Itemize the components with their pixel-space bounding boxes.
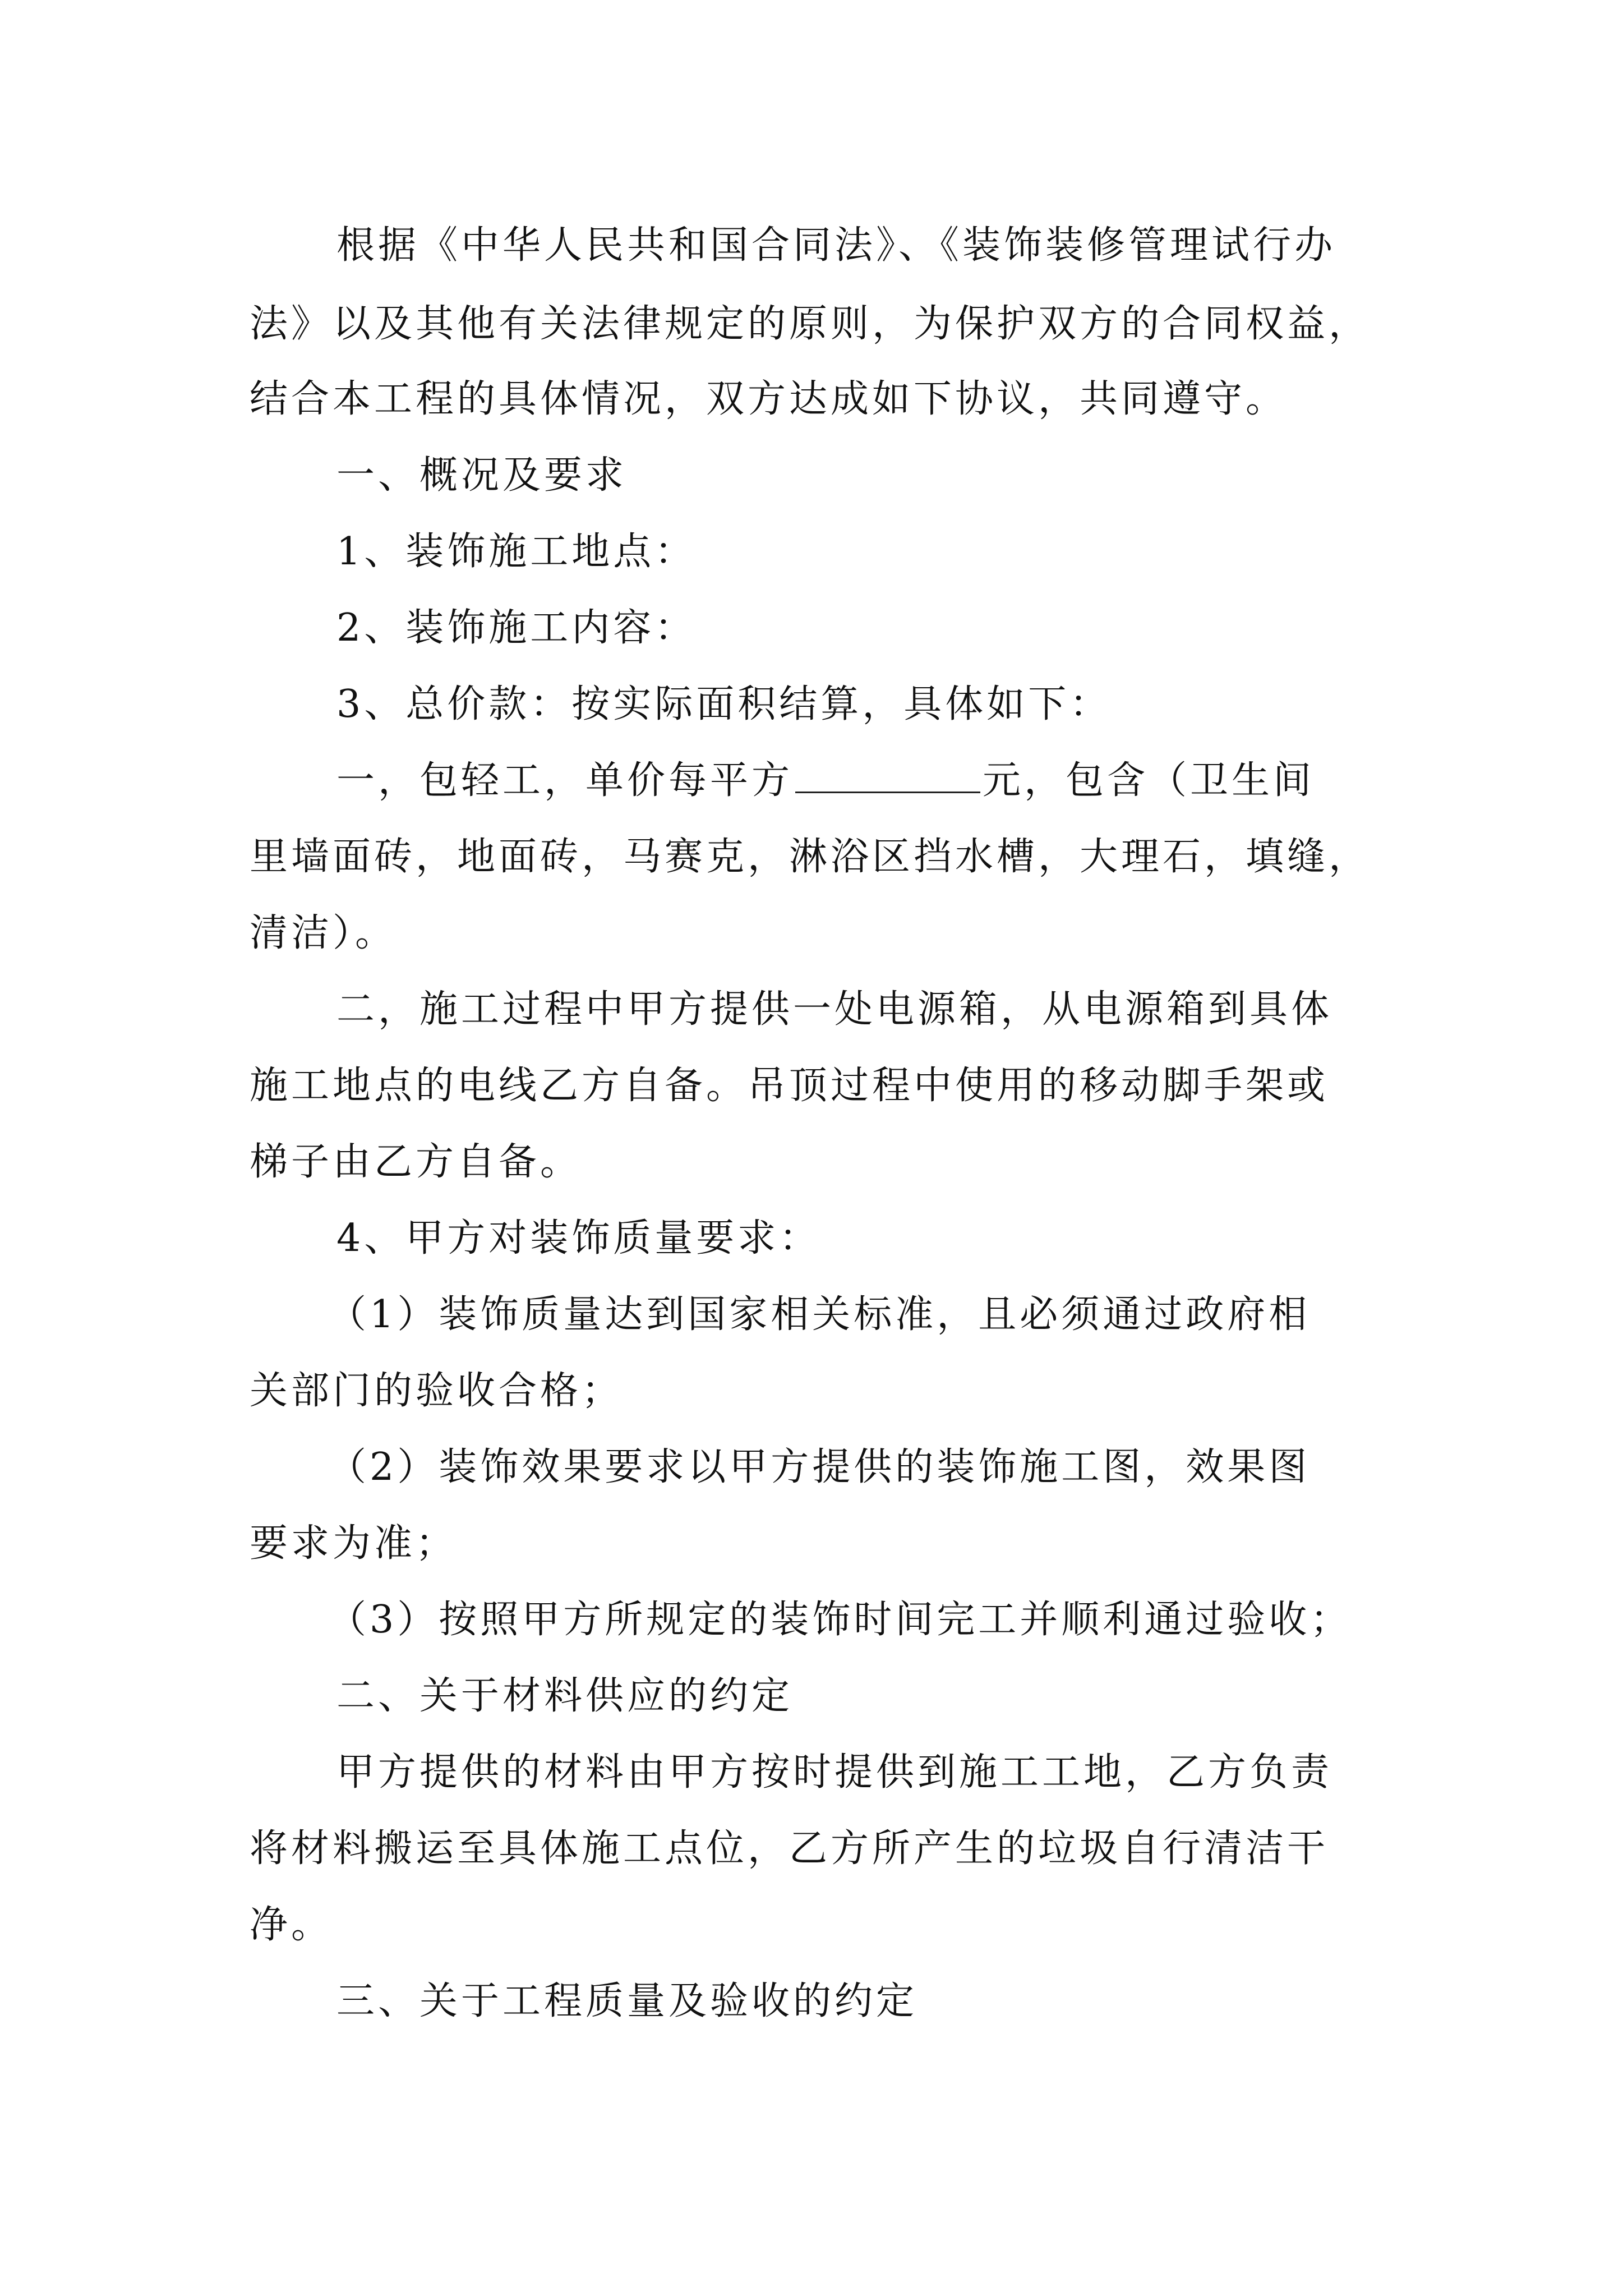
section1-heading: 一、概况及要求: [336, 453, 628, 498]
req2-line-2: 要求为准；: [250, 1521, 458, 1566]
clause-a-text-after: 元，包含（卫生间: [983, 758, 1315, 803]
item2-content: 2、装饰施工内容：: [336, 606, 697, 650]
req3-line-1: （3）按照甲方所规定的装饰时间完工并顺利通过验收；: [328, 1598, 1352, 1642]
intro-line-2: 法》以及其他有关法律规定的原则，为保护双方的合同权益，: [250, 302, 1371, 346]
section2-para-line-1: 甲方提供的材料由甲方按时提供到施工工地，乙方负责: [336, 1750, 1333, 1795]
clause-b-line-1: 二，施工过程中甲方提供一处电源箱，从电源箱到具体: [336, 987, 1333, 1032]
intro-line-3: 结合本工程的具体情况，双方达成如下协议，共同遵守。: [250, 377, 1288, 421]
clause-b-line-3: 梯子由乙方自备。: [250, 1140, 582, 1184]
section2-para-line-2: 将材料搬运至具体施工点位，乙方所产生的垃圾自行清洁干: [250, 1826, 1329, 1871]
section2-heading: 二、关于材料供应的约定: [336, 1674, 794, 1718]
item4-quality-requirements: 4、甲方对装饰质量要求：: [336, 1216, 821, 1260]
req2-line-1: （2）装饰效果要求以甲方提供的装饰施工图，效果图: [328, 1445, 1311, 1489]
item3-total-price: 3、总价款：按实际面积结算，具体如下：: [336, 682, 1112, 726]
clause-a-line-2: 里墙面砖，地面砖，马赛克，淋浴区挡水槽，大理石，填缝，: [250, 835, 1371, 879]
section2-para-line-3: 净。: [250, 1903, 333, 1947]
clause-b-line-2: 施工地点的电线乙方自备。吊顶过程中使用的移动脚手架或: [250, 1064, 1329, 1108]
intro-line-1: 根据《中华人民共和国合同法》、《装饰装修管理试行办: [336, 223, 1336, 268]
unit-price-blank: [795, 759, 980, 793]
req1-line-2: 关部门的验收合格；: [250, 1369, 624, 1413]
clause-a-text-before: 一，包轻工，单价每平方: [336, 758, 794, 803]
clause-a-line-1: [336, 758, 1315, 803]
item1-location: 1、装饰施工地点：: [336, 530, 697, 574]
req1-line-1: （1）装饰质量达到国家相关标准，且必须通过政府相: [328, 1292, 1311, 1337]
section3-heading: 三、关于工程质量及验收的约定: [336, 1979, 918, 2023]
clause-a-line-3: 清洁）。: [250, 911, 397, 955]
